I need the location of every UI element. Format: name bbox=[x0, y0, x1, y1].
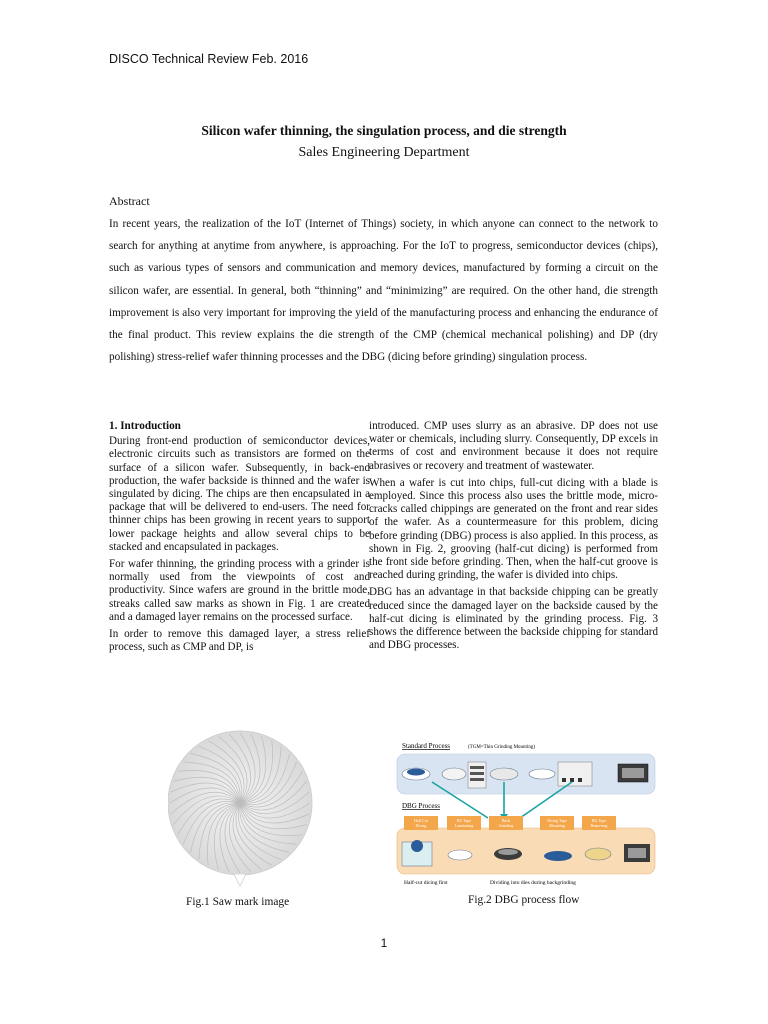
saw-mark-figure bbox=[168, 720, 313, 890]
dividing-caption: Dividing into dies during backgrinding bbox=[490, 880, 576, 886]
dbg-process-label: DBG Process bbox=[402, 802, 440, 810]
standard-process-label: Standard Process bbox=[402, 742, 451, 750]
paragraph: In order to remove this damaged layer, a stress relief process, such as CMP and DP, is bbox=[109, 628, 370, 654]
dbg-process-band bbox=[397, 828, 655, 874]
section-heading: 1. Introduction bbox=[109, 420, 181, 432]
running-header: DISCO Technical Review Feb. 2016 bbox=[109, 52, 309, 66]
dbg-step-label: Back Grinding bbox=[498, 818, 514, 828]
paper-title: Silicon wafer thinning, the singulation process, and die strength bbox=[201, 123, 567, 138]
half-cut-caption: Half-cut dicing first bbox=[404, 880, 448, 886]
dbg-step-label: Half Cut Dicing bbox=[414, 818, 428, 828]
abstract-body: In recent years, the realization of the IoT (Internet of Things) society, in which anyone can connect to the network to search for anything at anytime from anywhere, is approaching. For the IoT to progress, semiconductor devices (chips), such as various types of sensors and communication and memory devices, manufactured by forming a circuit on the silicon wafer, are essential. In general, both “thinning” and “minimizing” are required. On the other hand, die strength improvement is also very important for improving the yield of the manufacturing process and enhancing the endurance of the final product. This review explains the die strength of the CMP (chemical mechanical polishing) and DP (dry polishing) stress-relief wafer thinning processes and the DBG (dicing before grinding) singulation process. bbox=[109, 218, 658, 364]
fig1-caption: Fig.1 Saw mark image bbox=[186, 896, 290, 908]
dbg-process-diagram bbox=[392, 738, 658, 888]
saw-mark-image bbox=[168, 720, 313, 890]
standard-process-band bbox=[397, 754, 655, 794]
paragraph: DBG has an advantage in that backside chipping can be greatly reduced since the damaged layer on the backside caused by the half-cut dicing is eliminated by the grinding process. Fig. 3 shows the difference between the backside chipping for standard and DBG processes. bbox=[369, 586, 658, 652]
dbg-steps bbox=[404, 816, 616, 830]
right-column bbox=[369, 420, 658, 656]
dbg-step-label: Dicing Tape Mounting bbox=[547, 818, 567, 828]
paragraph: introduced. CMP uses slurry as an abrasive. DP does not use water or chemicals, including slurry. Consequently, DP excels in terms of cost and environment because it does not require abrasives or recovery and treatment of wastewater. bbox=[369, 420, 658, 472]
abstract-heading: Abstract bbox=[109, 194, 150, 208]
fig2-caption: Fig.2 DBG process flow bbox=[468, 894, 580, 906]
dbg-process-figure bbox=[392, 738, 658, 888]
paragraph: For wafer thinning, the grinding process with a grinder is normally used from the viewpoints of cost and productivity. Since wafers are ground in the brittle mode, streaks called saw marks as shown in Fig. 1 are created and a damaged layer remains on the processed surface. bbox=[109, 558, 370, 623]
page-number: 1 bbox=[380, 936, 388, 950]
standard-process-note: (TGM=Thin Grinding Mounting) bbox=[468, 745, 535, 750]
paper-subtitle: Sales Engineering Department bbox=[298, 145, 470, 160]
paragraph: During front-end production of semiconductor devices, electronic circuits such as transistors are formed on the surface of a silicon wafer. Subsequently, in back-end production, the wafer backside is thinned and the wafer is singulated by dicing. The chips are then encapsulated in a package that will be delivered to end-users. The need for thinner chips has been growing in recent years to support lower package heights and allow several chips to be stacked and encapsulated in packages. bbox=[109, 435, 370, 553]
dbg-step-label: BG Tape Removing bbox=[590, 818, 608, 828]
left-column bbox=[109, 420, 370, 658]
dbg-step-label: BG Tape Laminating bbox=[454, 818, 474, 828]
paragraph: When a wafer is cut into chips, full-cut dicing with a blade is employed. Since this process also uses the brittle mode, micro-cracks called chippings are generated on the front and rear sides of the wafer. As a countermeasure for this problem, dicing before grinding (DBG) process is also applied. In this process, as shown in Fig. 2, grooving (half-cut dicing) is performed from the front side before grinding. Then, when the half-cut groove is reached during grinding, the wafer is divided into chips. bbox=[369, 476, 658, 582]
